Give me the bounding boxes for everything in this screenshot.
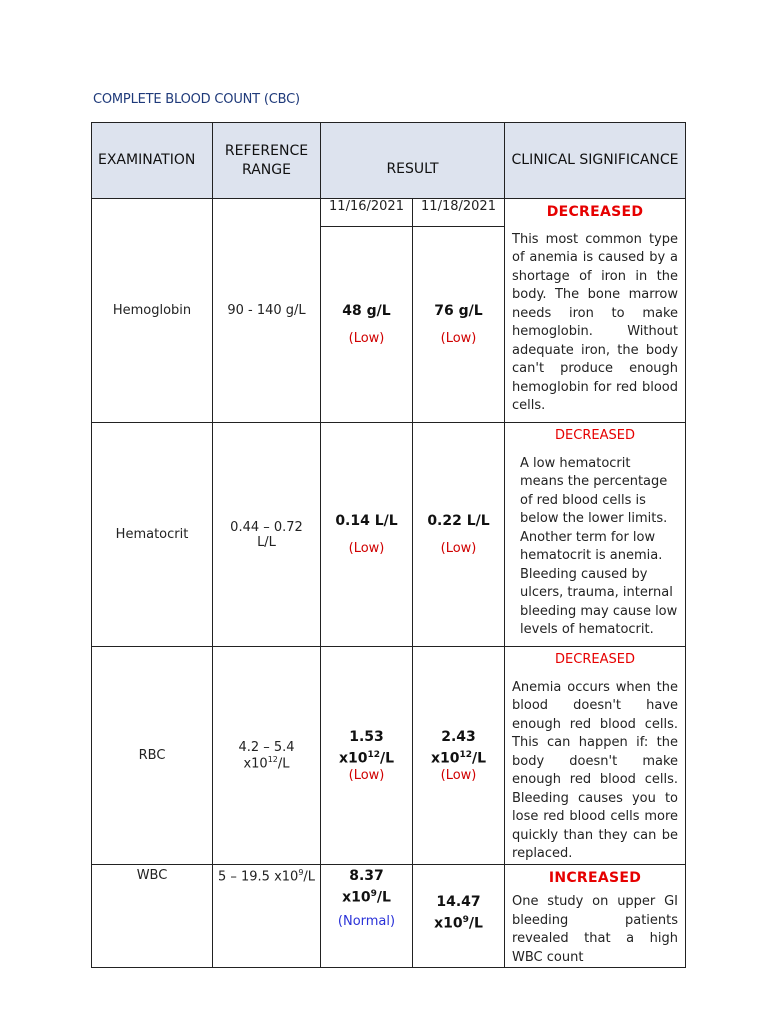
result-1-cell [321,227,413,423]
significance-heading: DECREASED [555,428,635,443]
reference-unit: $x10^{12}/L$ [243,754,290,771]
result-value: 8.37 [349,867,384,884]
result-unit: $x10^9/L$ [342,888,391,906]
result-value: 2.43 [441,728,476,745]
significance-heading: INCREASED [548,869,642,886]
reference-cell: 90 - 140 g/L [213,199,321,423]
header-clinical-significance: CLINICAL SIGNIFICANCE [505,123,686,199]
result-flag: (Low) [348,541,385,556]
significance-cell [505,647,686,865]
date-row [92,199,686,227]
header-result: RESULT [321,123,505,199]
result-value: 48 g/L [342,303,391,319]
result-value: 0.22 L/L [427,513,490,529]
result-1-cell [321,647,413,865]
table-row [92,647,686,865]
result-value: 76 g/L [434,303,483,319]
result-value: 14.47 [436,893,481,910]
result-value: 0.14 L/L [335,513,398,529]
significance-cell [505,864,686,968]
document-title: COMPLETE BLOOD COUNT (CBC) [93,92,300,107]
result-flag: (Low) [440,331,477,346]
result-flag: (Low) [440,541,477,556]
reference-cell [213,423,321,647]
header-reference-range: REFERENCE RANGE [213,123,321,199]
table-row [92,423,686,647]
result-1-cell [321,864,413,968]
reference-unit: L/L [257,534,276,550]
significance-text: A low hematocrit means the percentage of red blood cells is below the lower limits. Another term for low hematocrit is anemia. Bleeding caused by ulcers, trauma, internal bleeding may cause low levels of hematocrit. [520,455,678,637]
result-1-cell [321,423,413,647]
date-2: 11/18/2021 [413,199,505,227]
result-unit: $x10^9/L$ [434,914,483,932]
reference-cell: 5 – 19.5 $x10^9/L$ [213,864,321,968]
result-value: 1.53 [349,728,384,745]
significance-cell [505,423,686,647]
cbc-table [91,122,686,968]
result-2-cell [413,423,505,647]
result-unit: $x10^{12}/L$ [338,749,395,767]
examination-cell: Hematocrit [92,423,213,647]
result-flag: (Normal) [337,914,396,930]
result-unit: $x10^{12}/L$ [430,749,487,767]
reference-line: 0.44 – 0.72 [230,519,303,535]
significance-cell [505,199,686,423]
date-1: 11/16/2021 [321,199,413,227]
table-row [92,864,686,968]
result-flag: (Low) [348,767,385,783]
significance-text: This most common type of anemia is caused by a shortage of iron in the body. The bone marrow needs iron to make hemoglobin. Without adequate iron, the body can't produce enough hemoglobin for red blood cells. [512,231,679,413]
significance-heading: DECREASED [555,652,635,667]
examination-cell: WBC [92,864,213,968]
significance-heading: DECREASED [546,204,644,220]
table-header-row [92,123,686,199]
result-flag: (Low) [348,331,385,346]
result-2-cell [413,227,505,423]
significance-text: One study on upper GI bleeding patients revealed that a high WBC count [512,894,679,965]
reference-line: 4.2 – 5.4 [238,739,295,755]
reference-cell [213,647,321,865]
header-examination: EXAMINATION [92,123,213,199]
result-flag: (Low) [440,767,477,783]
result-2-cell [413,647,505,865]
result-2-cell [413,864,505,968]
significance-text: Anemia occurs when the blood doesn't have enough red blood cells. This can happen if: the body doesn't make enough red blood cells. Bleeding causes you to lose red blood cells more quickly than they can be replaced. [512,679,679,861]
examination-cell: Hemoglobin [92,199,213,423]
examination-cell: RBC [92,647,213,865]
